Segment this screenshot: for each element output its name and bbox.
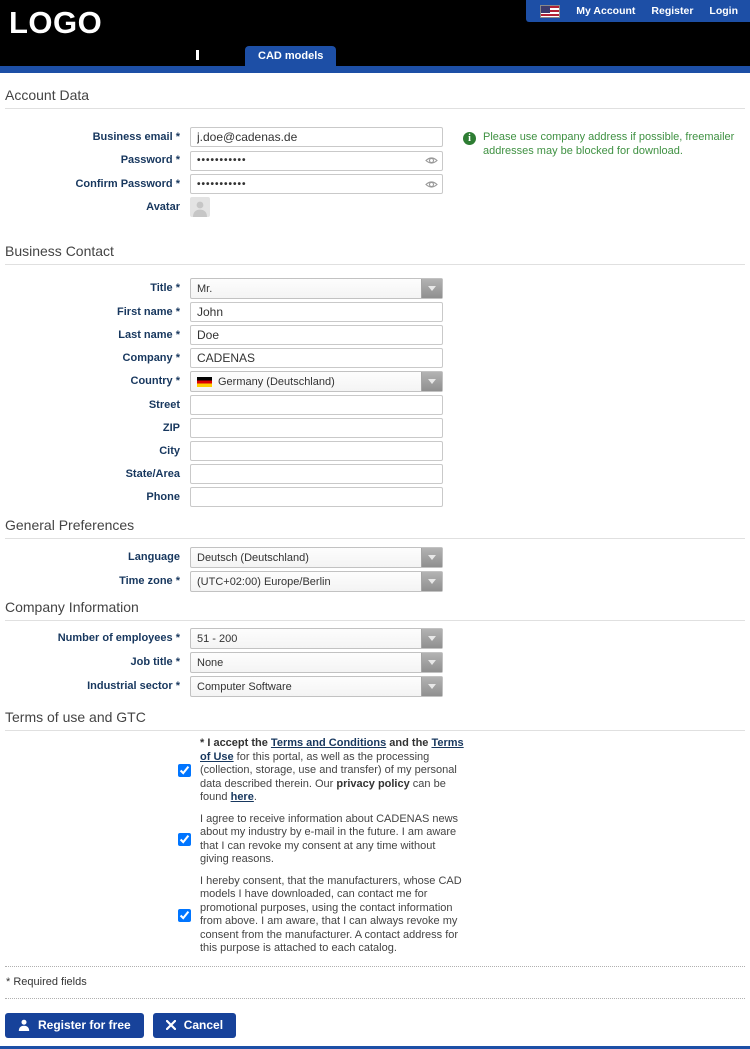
dropdown-arrow-icon[interactable] [421, 548, 442, 567]
form-row-phone [5, 487, 745, 507]
last-name-input[interactable] [190, 325, 443, 345]
avatar-label: Avatar [146, 201, 180, 213]
business-contact-rows [5, 278, 745, 507]
form-row-confirm-password [5, 174, 745, 195]
language-select[interactable] [190, 547, 443, 568]
us-flag-icon[interactable] [540, 5, 560, 18]
state-area-input[interactable] [190, 464, 443, 484]
last-name-label: Last name * [118, 329, 180, 341]
business-email-input[interactable] [190, 127, 443, 147]
form-row-avatar [5, 197, 745, 217]
form-row-language [5, 547, 745, 568]
form-row-last-name [5, 325, 745, 345]
first-name-label: First name * [117, 306, 180, 318]
phone-label: Phone [146, 491, 180, 503]
account-bar [526, 0, 750, 22]
city-label: City [159, 445, 180, 457]
accept-terms-checkbox[interactable] [178, 764, 191, 777]
zip-input[interactable] [190, 418, 443, 438]
number-of-employees-select[interactable] [190, 628, 443, 649]
avatar[interactable] [190, 197, 210, 217]
manufacturer-contact-consent-text: I hereby consent, that the manufacturers, whose CAD models I have downloaded, can contact me for promotional purposes, using the contact information from above. I am aware, that I can always revoke my consent from the manufacturer. A contact address for this purpose is attached to each catalog. [200, 874, 462, 954]
section-title-terms: Terms of use and GTC [5, 709, 745, 731]
terms-item-accept-terms [5, 737, 745, 805]
footer-accent-bar [0, 1046, 750, 1049]
dropdown-arrow-icon[interactable] [421, 629, 442, 648]
form-row-company [5, 348, 745, 368]
business-email-label: Business email * [92, 131, 180, 143]
form-row-job-title [5, 652, 745, 673]
confirm-password-label: Confirm Password * [75, 177, 180, 190]
required-fields-note: * Required fields [6, 975, 87, 988]
title-label: Title * [150, 282, 180, 294]
time-zone-select[interactable] [190, 571, 443, 592]
info-icon: i [463, 132, 476, 145]
registration-form [0, 73, 750, 1046]
dropdown-arrow-icon[interactable] [421, 372, 442, 391]
form-row-street [5, 395, 745, 415]
password-input[interactable] [190, 151, 443, 171]
street-input[interactable] [190, 395, 443, 415]
city-input[interactable] [190, 441, 443, 461]
state-area-field-wrap [190, 464, 443, 484]
form-row-state-area [5, 464, 745, 484]
form-row-title [5, 278, 745, 299]
language-selected-value: Deutsch (Deutschland) [197, 551, 309, 564]
section-title-company-information: Company Information [5, 599, 745, 621]
terms-items [5, 737, 745, 956]
login-link[interactable]: Login [709, 5, 738, 17]
zip-field-wrap [190, 418, 443, 438]
section-title-account-data: Account Data [5, 87, 745, 109]
number-of-employees-label: Number of employees * [57, 632, 180, 644]
general-preferences-rows [5, 547, 745, 592]
accent-bar [0, 66, 750, 73]
title-select[interactable] [190, 278, 443, 299]
city-field-wrap [190, 441, 443, 461]
form-row-city [5, 441, 745, 461]
country-select[interactable] [190, 371, 443, 392]
tab-cad-models[interactable]: CAD models [245, 46, 336, 66]
industrial-sector-select[interactable] [190, 676, 443, 697]
header [0, 0, 750, 66]
first-name-input[interactable] [190, 302, 443, 322]
divider [5, 998, 745, 999]
terms-item-manufacturer-contact-consent [5, 875, 745, 956]
job-title-selected-value: None [197, 656, 224, 669]
partial-tab-marker [196, 50, 199, 60]
first-name-field-wrap [190, 302, 443, 322]
accept-terms-text: * I accept the Terms and Conditions and the Terms of Use for this portal, as well as the processing (collection, storage, use and transfer) of my personal data described therein. Our privacy policy can be found here. [200, 737, 464, 803]
germany-flag-icon [197, 377, 212, 387]
newsletter-consent-text: I agree to receive information about CADENAS news about my industry by e-mail in the future. I am aware that I can revoke my consent at any time without giving reasons. [200, 812, 459, 865]
confirm-password-input[interactable] [190, 174, 443, 194]
business-email-field-wrap [190, 127, 443, 147]
manufacturer-contact-consent-checkbox[interactable] [178, 909, 191, 922]
company-input[interactable] [190, 348, 443, 368]
country-selected-value: Germany (Deutschland) [218, 375, 335, 388]
industrial-sector-selected-value: Computer Software [197, 680, 292, 693]
section-title-general-preferences: General Preferences [5, 517, 745, 539]
street-label: Street [148, 399, 180, 411]
dropdown-arrow-icon[interactable] [421, 572, 442, 591]
terms-link[interactable]: here [230, 791, 254, 803]
register-link[interactable]: Register [651, 5, 694, 17]
dropdown-arrow-icon[interactable] [421, 653, 442, 672]
company-label: Company * [122, 352, 180, 364]
state-area-label: State/Area [125, 468, 180, 480]
section-title-business-contact: Business Contact [5, 243, 745, 265]
email-note [463, 130, 743, 158]
footer-buttons [5, 1013, 745, 1038]
terms-link[interactable]: Terms of Use [200, 737, 464, 763]
terms-link[interactable]: Terms and Conditions [270, 737, 387, 749]
email-note-text: Please use company address if possible, freemailer addresses may be blocked for download. [483, 131, 735, 157]
register-for-free-button[interactable] [5, 1013, 144, 1038]
form-row-number-of-employees [5, 628, 745, 649]
zip-label: ZIP [162, 422, 180, 434]
phone-input[interactable] [190, 487, 443, 507]
form-row-time-zone [5, 571, 745, 592]
language-label: Language [128, 551, 180, 563]
terms-item-newsletter-consent [5, 813, 745, 867]
confirm-password-field-wrap [190, 174, 443, 195]
newsletter-consent-checkbox[interactable] [178, 833, 191, 846]
account-data-rows [5, 127, 745, 217]
register-button-label: Register for free [38, 1018, 131, 1032]
form-row-industrial-sector [5, 676, 745, 697]
cancel-button-label: Cancel [183, 1018, 224, 1032]
dropdown-arrow-icon[interactable] [421, 279, 442, 298]
phone-field-wrap [190, 487, 443, 507]
number-of-employees-selected-value: 51 - 200 [197, 632, 238, 645]
person-icon [18, 1019, 30, 1031]
company-information-rows [5, 628, 745, 697]
form-row-zip [5, 418, 745, 438]
last-name-field-wrap [190, 325, 443, 345]
cancel-button[interactable] [153, 1013, 236, 1038]
form-row-first-name [5, 302, 745, 322]
time-zone-label: Time zone * [119, 575, 180, 587]
country-label: Country * [130, 375, 180, 387]
job-title-select[interactable] [190, 652, 443, 673]
street-field-wrap [190, 395, 443, 415]
my-account-link[interactable]: My Account [576, 5, 636, 17]
password-field-wrap [190, 150, 443, 171]
logo: LOGO [9, 5, 103, 40]
password-label: Password * [120, 154, 180, 166]
job-title-label: Job title * [130, 656, 180, 668]
form-row-country [5, 371, 745, 392]
title-selected-value: Mr. [197, 282, 213, 295]
time-zone-selected-value: (UTC+02:00) Europe/Berlin [197, 575, 331, 588]
divider [5, 966, 745, 967]
company-field-wrap [190, 348, 443, 368]
industrial-sector-label: Industrial sector * [87, 680, 180, 692]
x-icon [166, 1020, 176, 1030]
dropdown-arrow-icon[interactable] [421, 677, 442, 696]
eye-icon[interactable] [425, 154, 438, 167]
eye-icon[interactable] [425, 178, 438, 191]
